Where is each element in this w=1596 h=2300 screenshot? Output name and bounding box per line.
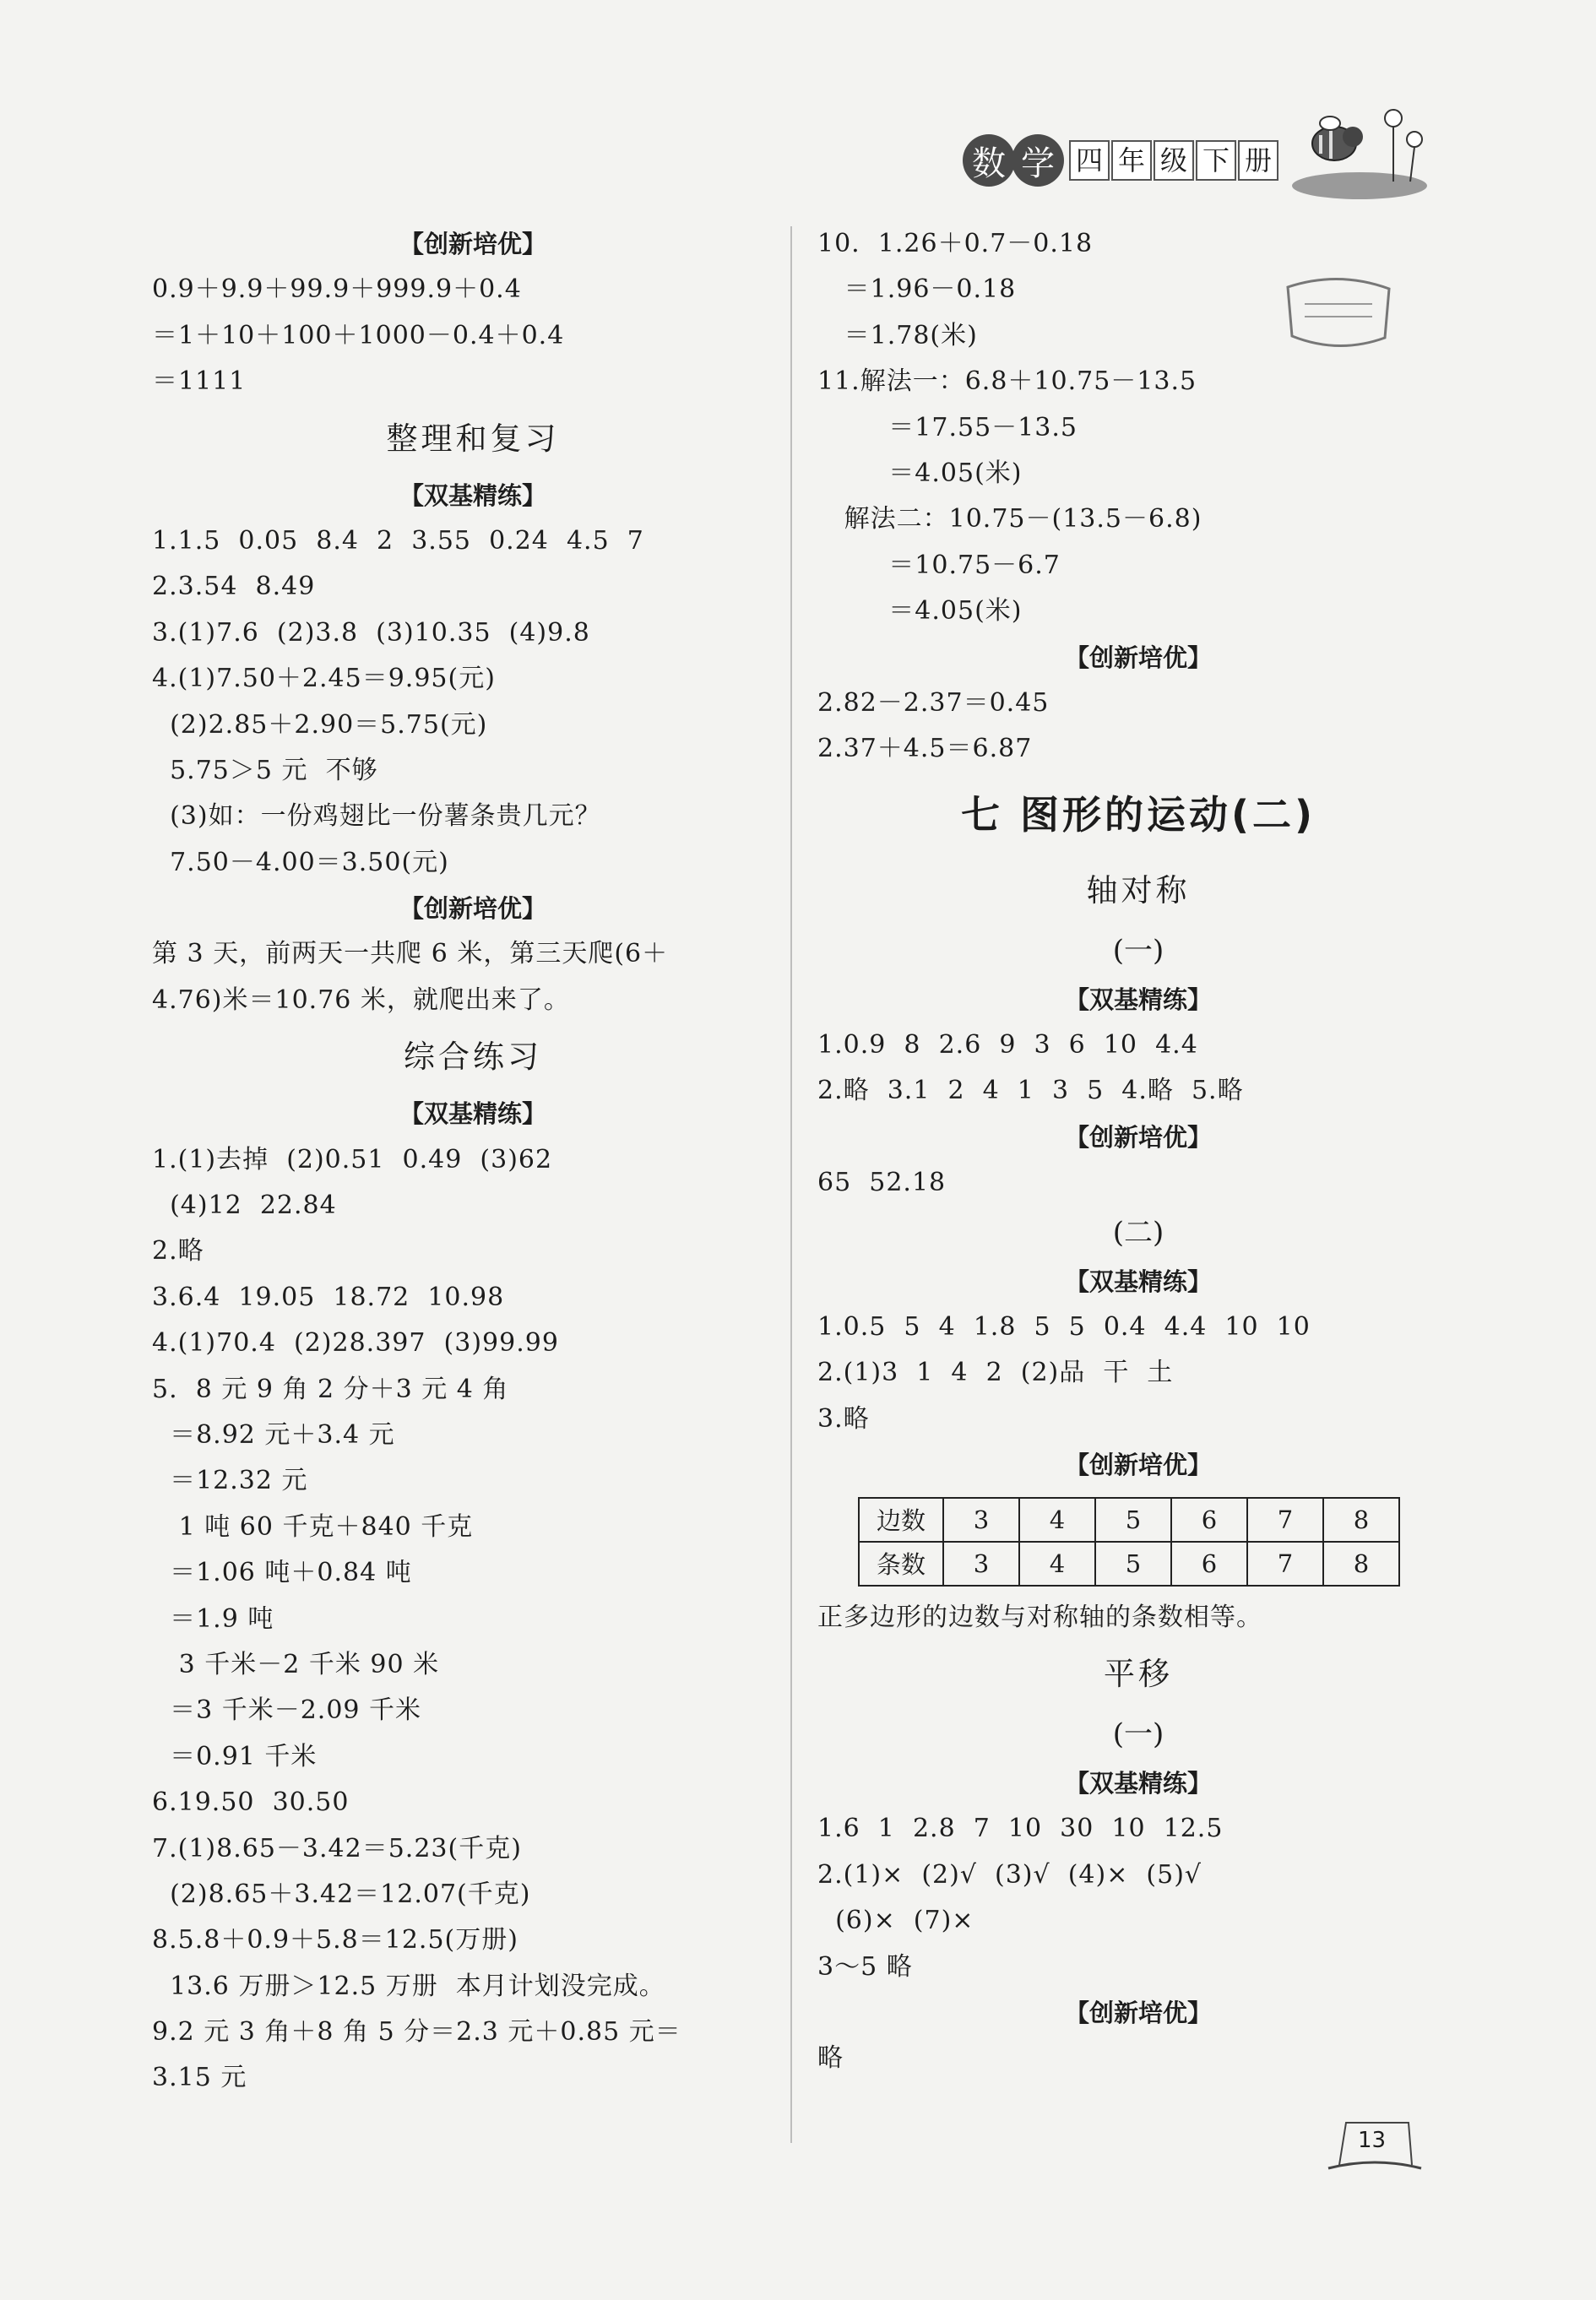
answer-line: (4)12 22.84 [152,1191,337,1221]
section-title: 平移 [1104,1655,1173,1692]
table-row [859,1498,1399,1542]
right-column [817,221,1459,2082]
answer-line: 9.2 元 3 角＋8 角 5 分＝2.3 元＋0.85 元＝ [152,2017,681,2048]
answer-line: ＝10.75－6.7 [817,550,1061,580]
section-tag: 【双基精练】 [399,1099,546,1129]
answer-line: 1.1.5 0.05 8.4 2 3.55 0.24 4.5 7 [152,525,644,556]
section-tag: 【双基精练】 [1064,985,1212,1014]
grade-char: 四 [1069,140,1110,181]
answer-line: 4.(1)7.50＋2.45＝9.95(元) [152,664,496,694]
answer-line: 1.(1)去掉 (2)0.51 0.49 (3)62 [152,1144,553,1174]
subject-label [963,134,1061,187]
answer-line: 6.19.50 30.50 [152,1787,350,1818]
answer-line: 2.略 [152,1236,204,1267]
table-cell: 6 [1171,1498,1247,1542]
answer-line: (3)如：一份鸡翅比一份薯条贵几元？ [152,801,601,832]
answer-line: ＝1.9 吨 [152,1603,274,1634]
answer-line: (2)2.85＋2.90＝5.75(元) [152,709,488,740]
answer-line: ＝1.06 吨＋0.84 吨 [152,1558,412,1588]
answer-line: 5.75＞5 元 不够 [152,755,378,785]
table-cell: 6 [1171,1542,1247,1586]
table-cell: 3 [943,1542,1019,1586]
answer-line: 2.(1)× (2)√ (3)√ (4)× (5)√ [817,1859,1202,1890]
section-title: 综合练习 [404,1039,542,1076]
section-tag: 【双基精练】 [399,480,546,510]
left-column [152,221,794,2102]
polygon-axis-table [858,1497,1400,1587]
answer-line: 1 吨 60 千克＋840 千克 [152,1511,474,1542]
table-cell: 7 [1247,1498,1323,1542]
answer-line: 5. 8 元 9 角 2 分＋3 元 4 角 [152,1374,509,1404]
answer-line: ＝4.05(米) [817,596,1023,627]
section-tag: 【创新培优】 [1064,1451,1212,1480]
answer-line: 1.0.5 5 4 1.8 5 5 0.4 4.4 10 10 [817,1312,1311,1343]
answer-line: 1.0.9 8 2.6 9 3 6 10 4.4 [817,1030,1198,1060]
section-tag: 【创新培优】 [1064,1122,1212,1152]
answer-line: 2.(1)3 1 4 2 (2)品 干 土 [817,1358,1174,1388]
answer-line: 3.略 [817,1403,870,1434]
answer-line: 3.15 元 [152,2063,247,2093]
table-cell: 4 [1019,1542,1095,1586]
grade-char: 册 [1238,140,1278,181]
answer-line: 0.9＋9.9＋99.9＋999.9＋0.4 [152,274,522,305]
table-cell: 8 [1323,1498,1399,1542]
table-cell: 4 [1019,1498,1095,1542]
right-column-top [817,221,1459,1489]
answer-line: 第 3 天，前两天一共爬 6 米，第三天爬(6＋ [152,939,669,969]
answer-line: 1.6 1 2.8 7 10 30 10 12.5 [817,1814,1224,1844]
subsection-title: (一) [1112,1717,1164,1751]
answer-line: 3.6.4 19.05 18.72 10.98 [152,1282,505,1312]
answer-line: 11.解法一：6.8＋10.75－13.5 [817,366,1197,397]
answer-line: 7.50－4.00＝3.50(元) [152,847,449,877]
answer-line: (2)8.65＋3.42＝12.07(千克) [152,1879,531,1909]
subject-char-2: 学 [1012,134,1064,187]
answer-line: ＝0.91 千米 [152,1741,318,1771]
table-cell: 5 [1095,1542,1171,1586]
answer-line: 4.76)米＝10.76 米，就爬出来了。 [152,985,570,1015]
answer-line: 2.略 3.1 2 4 1 3 5 4.略 5.略 [817,1076,1244,1106]
grade-char: 年 [1111,140,1152,181]
grade-char: 级 [1154,140,1194,181]
table-row [859,1542,1399,1586]
answer-line: ＝1.78(米) [817,320,978,350]
answer-line: 2.3.54 8.49 [152,572,316,602]
table-cell: 3 [943,1498,1019,1542]
section-title: 整理和复习 [386,420,560,457]
answer-line: (6)× (7)× [817,1906,974,1936]
answer-line: 2.82－2.37＝0.45 [817,687,1050,718]
grade-char: 下 [1196,140,1236,181]
answer-line: 8.5.8＋0.9＋5.8＝12.5(万册) [152,1925,518,1956]
answer-line: ＝17.55－13.5 [817,412,1078,442]
table-cell: 8 [1323,1542,1399,1586]
section-tag: 【双基精练】 [1064,1768,1212,1798]
section-tag: 【创新培优】 [1064,643,1212,672]
subsection-title: (二) [1112,1215,1164,1250]
answer-line: ＝8.92 元＋3.4 元 [152,1419,395,1450]
table-cell: 5 [1095,1498,1171,1542]
grade-label [1069,140,1280,181]
answer-line: ＝12.32 元 [152,1466,308,1496]
answer-line: 10. 1.26＋0.7－0.18 [817,229,1094,258]
bee-flower-icon [1284,93,1436,203]
answer-line: 13.6 万册＞12.5 万册 本月计划没完成。 [152,1971,665,2001]
section-tag: 【创新培优】 [399,230,546,258]
table-cell: 7 [1247,1542,1323,1586]
chapter-title: 七 图形的运动(二) [960,791,1316,838]
subject-char-1: 数 [963,134,1015,187]
answer-line: 3.(1)7.6 (2)3.8 (3)10.35 (4)9.8 [152,617,590,648]
section-tag: 【创新培优】 [1064,1998,1212,2027]
answer-line: 解法二：10.75－(13.5－6.8) [817,504,1202,534]
answer-line: 略 [817,2043,844,2074]
answer-line: 65 52.18 [817,1168,947,1198]
right-column-bottom [817,1595,1459,2082]
section-tag: 【双基精练】 [1064,1267,1212,1296]
row-header: 条数 [859,1542,943,1586]
answer-line: 3 千米－2 千米 90 米 [152,1649,440,1679]
answer-line: 3～5 略 [817,1951,913,1982]
section-tag: 【创新培优】 [399,894,546,924]
section-title: 轴对称 [1086,871,1191,909]
answer-line: 7.(1)8.65－3.42＝5.23(千克) [152,1833,522,1863]
answer-line: 正多边形的边数与对称轴的条数相等。 [817,1602,1262,1632]
answer-line: 4.(1)70.4 (2)28.397 (3)99.99 [152,1328,559,1359]
answer-line: ＝1111 [152,366,247,397]
book-header [963,127,1280,194]
answer-line: ＝1＋10＋100＋1000－0.4＋0.4 [152,320,565,350]
answer-line: 2.37＋4.5＝6.87 [817,734,1033,764]
answer-line: ＝3 千米－2.09 千米 [152,1695,422,1726]
row-header: 边数 [859,1498,943,1542]
page-number: 13 [1358,2128,1387,2153]
answer-line: ＝4.05(米) [817,458,1023,488]
answer-line: ＝1.96－0.18 [817,274,1017,305]
subsection-title: (一) [1112,933,1164,968]
page-number-badge [1324,2116,1425,2175]
